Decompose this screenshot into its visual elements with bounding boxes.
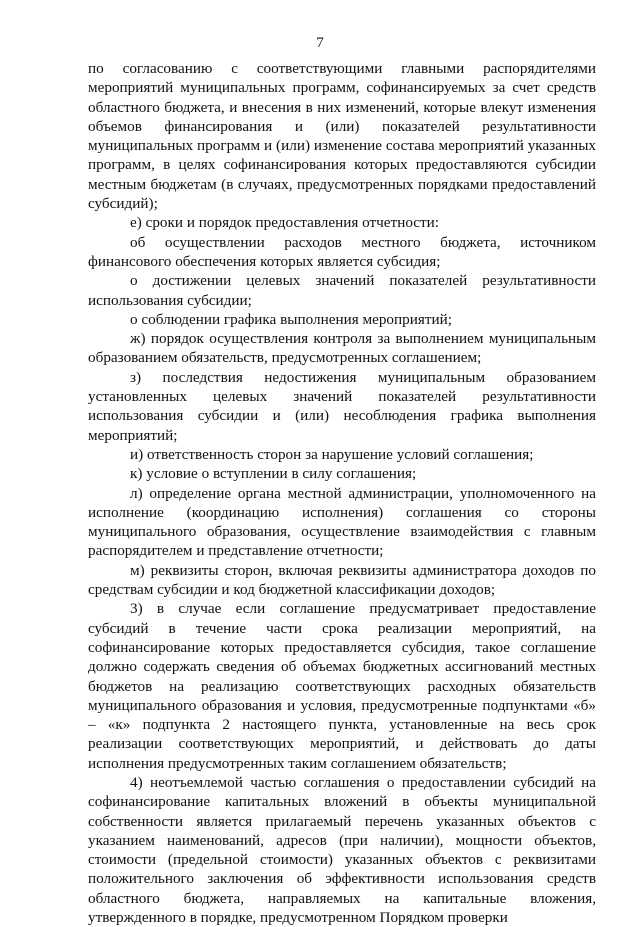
paragraph-item-l: л) определение органа местной администрации, уполномоченного на исполнение (координацию исполнения) соглашения со стороны муниципального образования, осуществление взаимодействия с главным распорядителем и представление отчетности; — [88, 484, 596, 560]
document-body — [88, 59, 596, 927]
paragraph-item-z: з) последствия недостижения муниципальным образованием установленных целевых значений показателей результативности использования субсидии и (или) несоблюдения графика выполнения мероприятий; — [88, 368, 596, 444]
paragraph-item-m: м) реквизиты сторон, включая реквизиты администратора доходов по средствам субсидии и код бюджетной классификации доходов; — [88, 561, 596, 599]
paragraph-item-k: к) условие о вступлении в силу соглашения; — [130, 465, 417, 483]
paragraph-point-4: 4) неотъемлемой частью соглашения о предоставлении субсидий на софинансирование капитальных вложений в объекты муниципальной собственности является прилагаемый перечень указанных объектов с указанием наименований, адресов (при наличии), мощности объектов, стоимости (предельной стоимости) указанных объектов с реквизитами положительного заключения об эффективности использования средств областного бюджета, направляемых на капитальные вложения, утвержденного в порядке, предусмотренном Порядком проверки — [88, 773, 596, 927]
page-number: 7 — [316, 35, 324, 51]
paragraph-report-targets: о достижении целевых значений показателей результативности использования субсидии; — [88, 272, 596, 309]
paragraph-item-e: е) сроки и порядок предоставления отчетности: — [130, 214, 440, 232]
paragraph-continuation: по согласованию с соответствующими главными распорядителями мероприятий муниципальных программ, софинансируемых за счет средств областного бюджета, и внесения в них изменений, которые влекут изменения объемов финансирования и (или) показателей результативности муниципальных программ и (или) изменение состава мероприятий указанных программ, в целях софинансирования которых предоставляются субсидии местным бюджетам (в случаях, предусмотренных порядками предоставлений субсидий); — [88, 60, 596, 213]
paragraph-report-schedule: о соблюдении графика выполнения мероприятий; — [130, 310, 452, 328]
paragraph-item-i: и) ответственность сторон за нарушение условий соглашения; — [130, 445, 534, 463]
paragraph-report-expenses: об осуществлении расходов местного бюджета, источником финансового обеспечения которых является субсидия; — [88, 233, 596, 270]
paragraph-point-3: 3) в случае если соглашение предусматривает предоставление субсидий в течение части срока реализации мероприятий, на софинансирование которых предоставляется субсидия, такое соглашение должно содержать сведения об объемах бюджетных ассигнований местных бюджетов на реализацию соответствующих расходных обязательств муниципального образования и условия, предусмотренные подпунктами «б» – «к» подпункта 2 настоящего пункта, установленные на весь срок реализации соответствующих мероприятий, и действовать до даты исполнения предусмотренных таким соглашением обязательств; — [88, 600, 596, 772]
paragraph-item-zh: ж) порядок осуществления контроля за выполнением муниципальным образованием обязательств, предусмотренных соглашением; — [88, 330, 596, 367]
